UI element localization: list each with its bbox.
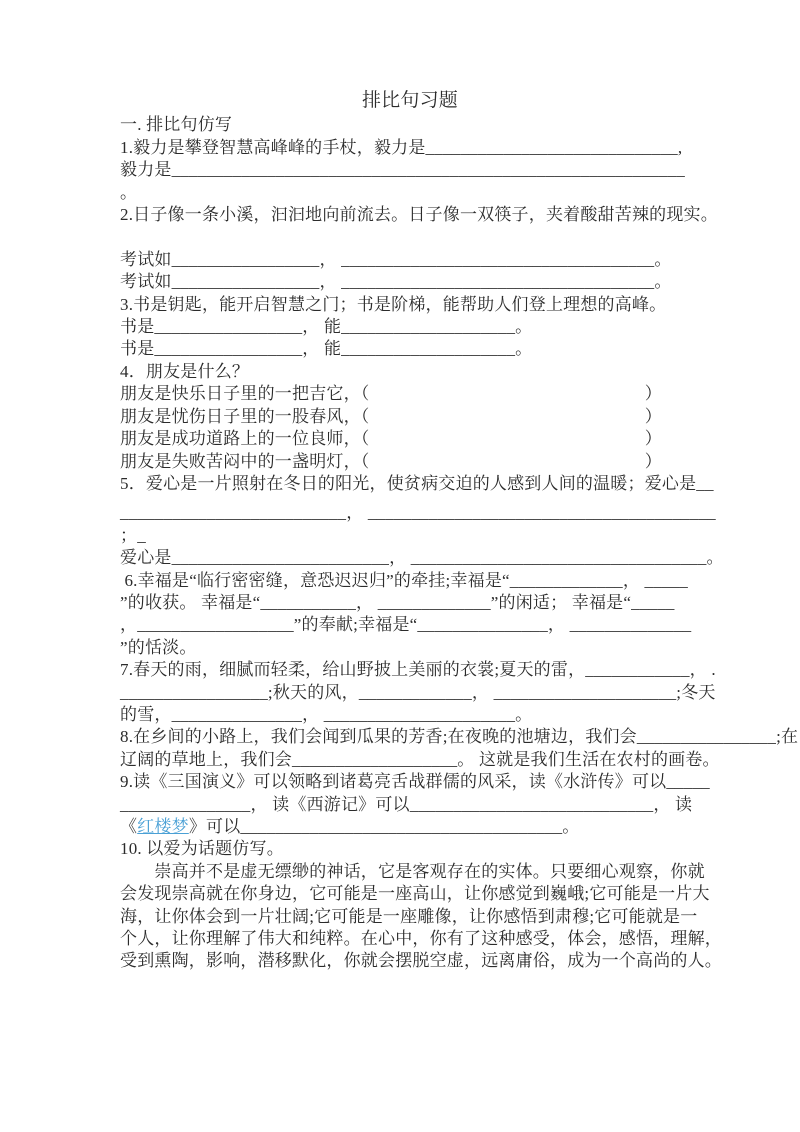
document-lines xyxy=(120,114,799,972)
doc-line xyxy=(120,525,700,547)
text-run: 会发现崇高就在你身边，它可能是一座高山，让你感觉到巍峨;它可能是一片大 xyxy=(120,884,710,904)
text-run: 崇高并不是虚无缥缈的神话，它是客观存在的实体。只要细心观察，你就 xyxy=(120,861,705,881)
doc-line xyxy=(120,547,724,569)
doc-line xyxy=(120,726,799,748)
text-run: 4．朋友是什么？ xyxy=(120,361,250,381)
doc-line xyxy=(120,451,700,473)
text-run: 毅力是___________________________________________________________ xyxy=(120,160,685,180)
doc-line xyxy=(120,226,700,248)
doc-line xyxy=(120,406,700,428)
text-run: 《 xyxy=(120,817,138,836)
doc-line xyxy=(120,473,714,495)
text-run: 海，让你体会到一片壮阔;它可能是一座雕像，让你感悟到肃穆;它可能就是一 xyxy=(120,906,698,926)
text-run: 考试如_________________， ____________________________________。 xyxy=(120,272,672,292)
doc-line xyxy=(120,383,700,405)
doc-line xyxy=(120,204,718,226)
doc-line xyxy=(120,271,700,293)
text-run: 朋友是忧伤日子里的一股春风，（ ） xyxy=(120,406,662,426)
text-run: 5．爱心是一片照射在冬日的阳光，使贫病交迫的人感到人间的温暖；爱心是__ xyxy=(120,473,714,493)
doc-line xyxy=(120,637,700,659)
worksheet-document xyxy=(120,90,799,973)
text-run: 受到熏陶，影响，潜移默化，你就会摆脱空虚，远离庸俗，成为一个高尚的人。 xyxy=(120,951,722,971)
text-run: 书是_________________， 能____________________。 xyxy=(120,317,533,337)
doc-line xyxy=(120,883,710,905)
doc-line xyxy=(120,338,700,360)
doc-line xyxy=(120,114,700,136)
doc-line xyxy=(120,361,700,383)
doc-line xyxy=(120,682,716,704)
doc-line xyxy=(120,294,700,316)
text-run: 一. 排比句仿写 xyxy=(120,115,233,135)
doc-line xyxy=(120,159,700,181)
text-run: 考试如_________________， ____________________________________。 xyxy=(120,249,672,269)
doc-line xyxy=(120,182,700,204)
text-run: _________________;秋天的风，_____________， _____________________;冬天 xyxy=(120,682,716,702)
doc-line xyxy=(120,249,700,271)
text-run: 。 xyxy=(120,182,138,202)
text-run: 》可以_____________________________________。 xyxy=(188,817,580,836)
page-title: 排比句习题 xyxy=(361,90,458,111)
text-run: __________________________， ________________________________________ xyxy=(120,503,716,523)
text-run: 1.毅力是攀登智慧高峰峰的手杖，毅力是_____________________________, xyxy=(120,137,683,157)
text-run: 书是_________________， 能____________________。 xyxy=(120,339,533,359)
doc-line xyxy=(120,137,700,159)
doc-line xyxy=(120,659,716,681)
text-run: 辽阔的草地上，我们会___________________。 这就是我们生活在农村的画卷。 xyxy=(120,749,720,769)
text-run: 7.春天的雨，细腻而轻柔，给山野披上美丽的衣裳;夏天的雷，____________， . xyxy=(120,660,716,680)
doc-line xyxy=(120,614,700,636)
doc-line xyxy=(120,570,700,592)
doc-line xyxy=(120,771,710,793)
text-run: 8.在乡间的小路上，我们会闻到瓜果的芳香;在夜晚的池塘边，我们会________________;在 xyxy=(120,727,799,747)
text-run: 10. 以爱为话题仿写。 xyxy=(120,839,284,859)
text-run: 6.幸福是“临行密密缝，意恐迟迟归”的牵挂;幸福是“_____________， _____ xyxy=(120,570,689,590)
text-run: ，__________________”的奉献;幸福是“_______________， ______________ xyxy=(120,615,692,635)
doc-line xyxy=(120,749,720,771)
doc-line xyxy=(120,950,722,972)
text-run: 朋友是快乐日子里的一把吉它，（ ） xyxy=(120,384,662,404)
text-run: 爱心是_________________________， __________________________________。 xyxy=(120,548,724,568)
text-run: ”的收获。 幸福是“___________， _____________”的闲适； 幸福是“_____ xyxy=(120,592,675,612)
text-run: ；_ xyxy=(120,525,146,545)
text-run: ”的恬淡。 xyxy=(120,637,197,657)
doc-line xyxy=(120,794,700,816)
doc-line xyxy=(120,428,700,450)
text-run: 3.书是钥匙，能开启智慧之门；书是阶梯，能帮助人们登上理想的高峰。 xyxy=(120,294,667,314)
text-run: 2.日子像一条小溪，汩汩地向前流去。日子像一双筷子，夹着酸甜苦辣的现实。 xyxy=(120,205,718,225)
doc-line xyxy=(120,838,700,860)
text-run: 朋友是失败苦闷中的一盏明灯，（ ） xyxy=(120,451,662,471)
doc-line xyxy=(120,928,722,950)
doc-line xyxy=(120,906,700,928)
doc-line xyxy=(120,502,716,524)
doc-line xyxy=(120,704,700,726)
text-run: 的雪，_______________， ______________________。 xyxy=(120,704,533,724)
doc-line xyxy=(120,592,700,614)
doc-line xyxy=(120,816,700,838)
text-run: 个人，让你理解了伟大和纯粹。在心中，你有了这种感受，体会，感悟，理解， xyxy=(120,929,722,949)
doc-line xyxy=(120,861,705,883)
doc-line xyxy=(120,316,700,338)
text-run: 9.读《三国演义》可以领略到诸葛亮舌战群儒的风采，读《水浒传》可以_____ xyxy=(120,772,710,792)
text-run: _______________， 读《西游记》可以____________________________， 读 xyxy=(120,794,693,814)
text-run: 朋友是成功道路上的一位良师，（ ） xyxy=(120,429,662,449)
text-run xyxy=(120,227,124,246)
hongloumeng-link[interactable]: 红楼梦 xyxy=(137,817,189,836)
